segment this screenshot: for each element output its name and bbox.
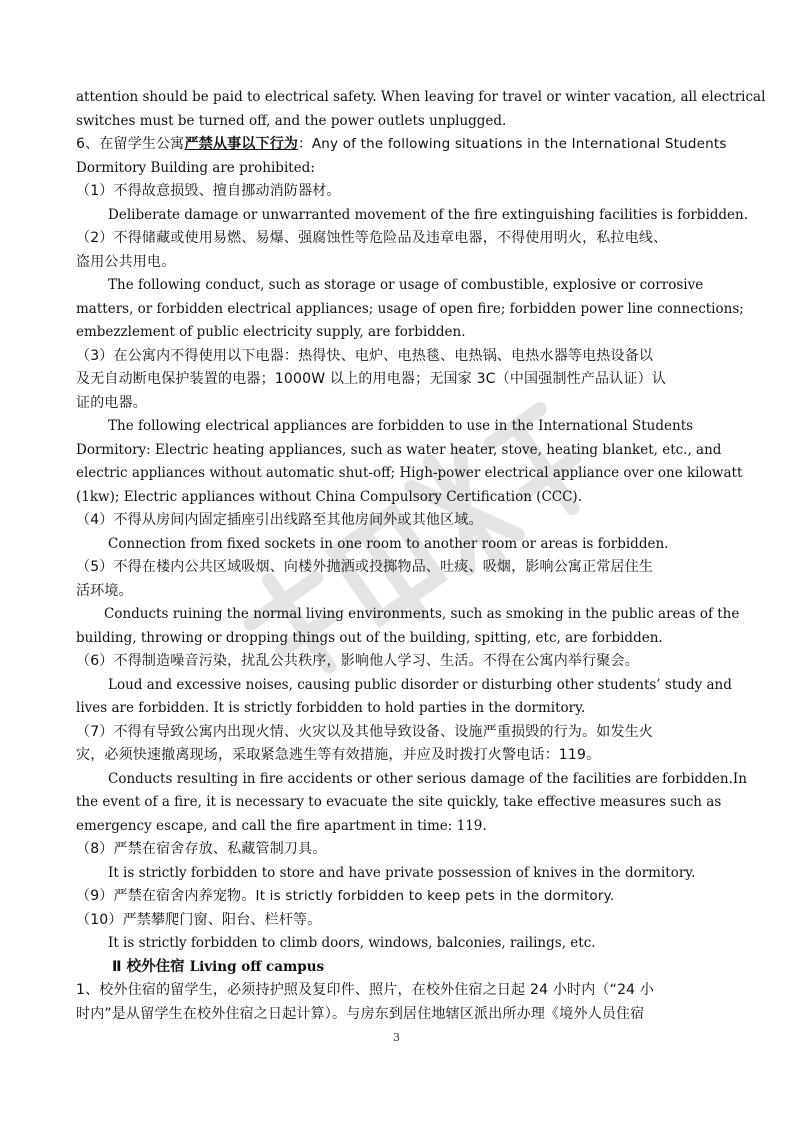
document-body [76,86,766,1026]
item-2-zh: （2）不得储藏或使用易燃、易爆、强腐蚀性等危险品及违章电器，不得使用明火，私拉电线、 [76,230,668,246]
item-1-en: Deliberate damage or unwarranted movement of the fire extinguishing facilities is forbidden. [108,206,749,223]
section-2-heading-zh: Ⅱ 校外住宿 [112,958,185,975]
text-line: Dormitory Building are prohibited: [76,159,315,176]
item-9-en: It is strictly forbidden to keep pets in the dormitory. [255,888,615,904]
off-campus-item-1: 时内”是从留学生在校外住宿之日起计算）。与房东到居住地辖区派出所办理《境外人员住宿 [76,1005,645,1022]
item-6-en: Loud and excessive noises, causing public disorder or disturbing other students’ study and [108,676,732,693]
text-line: attention should be paid to electrical safety. When leaving for travel or winter vacation, all electrical [76,89,766,105]
item-7-en: Conducts resulting in fire accidents or other serious damage of the facilities are forbidden.In [108,770,747,787]
section-6-suffix: ：Any of the following situations in the International Students [298,136,727,152]
item-3-en: (1kw); Electric appliances without China Compulsory Certification (CCC). [76,488,582,505]
item-3-en: The following electrical appliances are forbidden to use in the International Students [108,418,694,434]
off-campus-item-1: 1、校外住宿的留学生，必须持护照及复印件、照片，在校外住宿之日起 24 小时内（“24 小 [76,982,655,998]
item-7-en: emergency escape, and call the fire apartment in time: 119. [76,817,487,834]
item-4-en: Connection from fixed sockets in one room to another room or areas is forbidden. [108,535,669,552]
item-3-zh: （3）在公寓内不得使用以下电器：热得快、电炉、电热毯、电热锅、电热水器等电热设备以 [76,347,654,364]
item-9 [76,885,719,909]
text-line: switches must be turned off, and the power outlets unplugged. [76,112,507,129]
item-7-zh: （7）不得有导致公寓内出现火情、火灾以及其他导致设备、设施严重损毁的行为。如发生火 [76,723,654,740]
item-2-en: The following conduct, such as storage or usage of combustible, explosive or corrosive [108,277,704,293]
item-5-en: building, throwing or dropping things out of the building, spitting, etc, are forbidden. [76,629,663,646]
item-8-en: It is strictly forbidden to store and have private possession of knives in the dormitory. [108,864,696,881]
section-6-prefix: 6、在留学生公寓 [76,136,185,152]
item-2-zh: 盗用公共用电。 [76,253,176,270]
item-8-zh: （8）严禁在宿舍存放、私藏管制刀具。 [76,841,327,857]
item-6-en: lives are forbidden. It is strictly forbidden to hold parties in the dormitory. [76,700,586,716]
item-2-en: matters, or forbidden electrical appliances; usage of open fire; forbidden power line connections; [76,300,744,317]
item-4-zh: （4）不得从房间内固定插座引出线路至其他房间外或其他区域。 [76,512,483,528]
item-3-en: electric appliances without automatic shut-off; High-power electrical appliance over one kilowatt [76,465,743,481]
section-2-heading-en: Living off campus [189,958,325,975]
item-5-zh: （5）不得在楼内公共区域吸烟、向楼外抛洒或投掷物品、吐痰、吸烟，影响公寓正常居住生 [76,559,654,575]
item-10-zh: （10）严禁攀爬门窗、阳台、栏杆等。 [76,911,322,928]
item-7-en: the event of a fire, it is necessary to evacuate the site quickly, take effective measures such as [76,794,722,810]
item-3-zh: 证的电器。 [76,394,147,411]
item-2-en: embezzlement of public electricity supply, are forbidden. [76,324,466,340]
section-2-heading [76,956,719,980]
item-10-en: It is strictly forbidden to climb doors, windows, balconies, railings, etc. [108,935,596,951]
item-5-en: Conducts ruining the normal living environments, such as smoking in the public areas of the [104,606,740,622]
item-9-zh: （9）严禁在宿舍内养宠物。 [76,888,256,904]
item-7-zh: 灾，必须快速撤离现场，采取紧急逃生等有效措施，并应及时拨打火警电话：119。 [76,747,601,763]
item-3-zh: 及无自动断电保护装置的电器；1000W 以上的用电器；无国家 3C（中国强制性产品认证）认 [76,371,667,387]
section-6-heading [76,133,727,157]
item-5-zh: 活环境。 [76,582,133,599]
item-6-zh: （6）不得制造噪音污染，扰乱公共秩序，影响他人学习、生活。不得在公寓内举行聚会。 [76,653,639,669]
item-1-zh: （1）不得故意损毁、擅自挪动消防器材。 [76,183,341,199]
page-number: 3 [393,1031,400,1044]
section-6-emphasis: 严禁从事以下行为 [184,136,299,152]
item-3-en: Dormitory: Electric heating appliances, such as water heater, stove, heating blanket, etc., and [76,441,722,458]
